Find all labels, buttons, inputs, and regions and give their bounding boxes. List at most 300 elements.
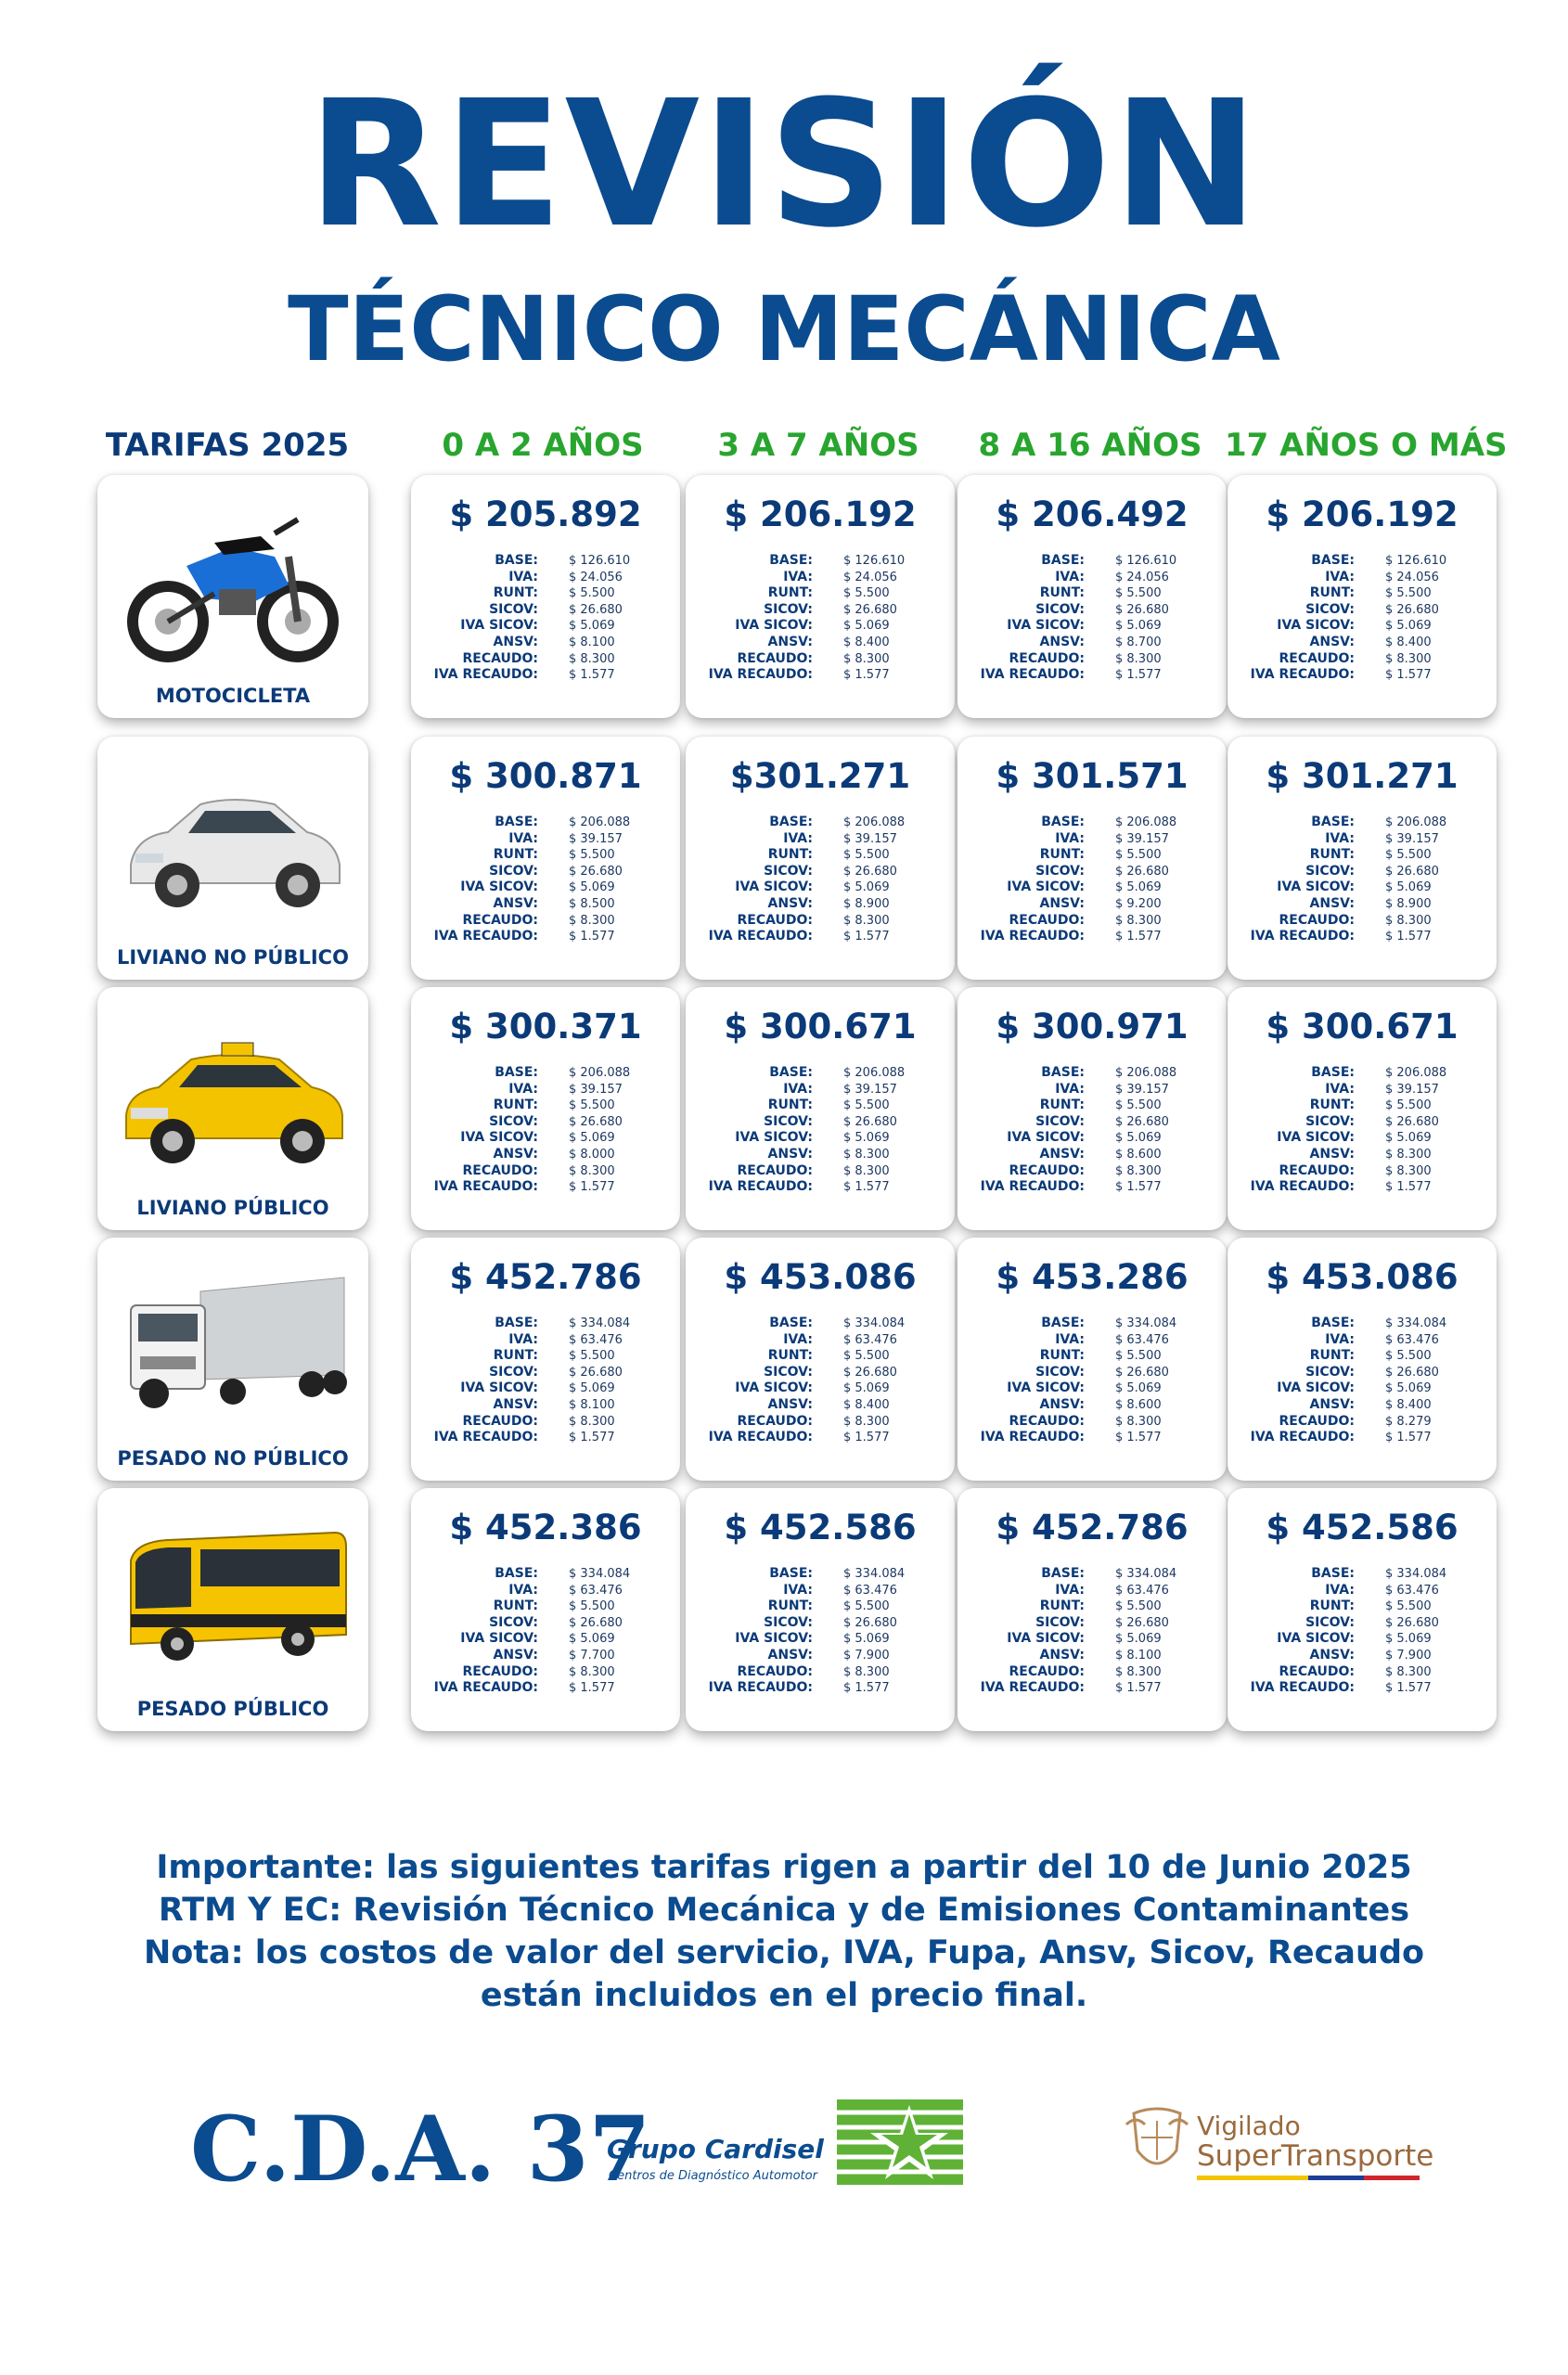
breakdown-value: $ 26.680 [1115, 602, 1169, 617]
breakdown-row [411, 1163, 680, 1180]
breakdown-row [686, 1631, 955, 1648]
breakdown-row [411, 1583, 680, 1599]
breakdown-label: IVA RECAUDO: [980, 667, 1085, 683]
breakdown-row [686, 1583, 955, 1599]
breakdown-row [958, 1147, 1227, 1163]
price-total: $ 453.086 [724, 1257, 917, 1297]
breakdown-value: $ 8.900 [843, 896, 890, 911]
breakdown-value: $ 7.900 [843, 1648, 890, 1662]
breakdown-value: $ 8.100 [1115, 1648, 1162, 1662]
breakdown-label: SICOV: [1305, 601, 1355, 617]
breakdown-value: $ 206.088 [1385, 815, 1447, 829]
breakdown-value: $ 26.680 [569, 602, 623, 617]
breakdown-value: $ 5.069 [1385, 619, 1432, 634]
breakdown-label: IVA RECAUDO: [433, 1179, 538, 1195]
breakdown-row [1227, 1566, 1497, 1583]
price-total: $ 452.586 [724, 1508, 917, 1547]
price-card [1227, 737, 1497, 980]
breakdown-label: IVA RECAUDO: [1250, 1179, 1355, 1195]
breakdown-label: IVA RECAUDO: [1250, 667, 1355, 683]
breakdown-value: $ 39.157 [1115, 1082, 1169, 1097]
breakdown-value: $ 26.680 [1115, 1615, 1169, 1630]
breakdown-row [411, 1316, 680, 1332]
price-breakdown [686, 815, 955, 945]
breakdown-row [958, 1098, 1227, 1114]
breakdown-label: RECAUDO: [462, 1413, 538, 1429]
breakdown-label: SICOV: [489, 1113, 538, 1129]
breakdown-row [686, 913, 955, 930]
breakdown-value: $ 8.300 [569, 1163, 615, 1178]
breakdown-value: $ 1.577 [1385, 1431, 1432, 1445]
breakdown-value: $ 5.069 [1115, 1632, 1162, 1647]
breakdown-row [686, 635, 955, 651]
breakdown-row [686, 896, 955, 913]
cda-logo: C.D.A. 37 [190, 2097, 651, 2202]
breakdown-value: $ 334.084 [1115, 1316, 1177, 1330]
breakdown-label: ANSV: [767, 634, 813, 649]
breakdown-row [411, 1566, 680, 1583]
breakdown-value: $ 39.157 [569, 1082, 623, 1097]
breakdown-row [686, 1648, 955, 1664]
breakdown-value: $ 8.100 [569, 1397, 615, 1412]
price-breakdown [958, 815, 1227, 945]
breakdown-row [1227, 1380, 1497, 1397]
breakdown-label: IVA: [783, 1081, 813, 1097]
breakdown-value: $ 39.157 [1385, 831, 1439, 846]
breakdown-row [958, 635, 1227, 651]
breakdown-value: $ 1.577 [843, 1681, 890, 1696]
breakdown-row [686, 585, 955, 602]
breakdown-label: IVA: [1055, 1582, 1085, 1598]
breakdown-value: $ 8.300 [1115, 1664, 1162, 1679]
breakdown-value: $ 1.577 [1385, 930, 1432, 944]
breakdown-label: SICOV: [1305, 863, 1355, 879]
breakdown-value: $ 206.088 [1385, 1066, 1447, 1080]
breakdown-value: $ 5.500 [1115, 848, 1162, 863]
breakdown-label: IVA SICOV: [1007, 1631, 1085, 1647]
breakdown-label: SICOV: [1305, 1364, 1355, 1380]
header-tarifas: TARIFAS 2025 [105, 427, 350, 464]
breakdown-label: SICOV: [489, 1614, 538, 1630]
breakdown-value: $ 26.680 [1385, 602, 1439, 617]
breakdown-row [1227, 1648, 1497, 1664]
breakdown-value: $ 1.577 [1115, 930, 1162, 944]
breakdown-label: IVA: [1055, 1331, 1085, 1347]
breakdown-value: $ 206.088 [1115, 815, 1177, 829]
breakdown-value: $ 8.500 [569, 896, 615, 911]
breakdown-value: $ 8.300 [1385, 1147, 1432, 1162]
breakdown-label: IVA SICOV: [1007, 1130, 1085, 1146]
breakdown-row [411, 1598, 680, 1615]
breakdown-value: $ 24.056 [1115, 570, 1169, 584]
breakdown-value: $ 206.088 [569, 1066, 631, 1080]
breakdown-label: RUNT: [1309, 847, 1355, 863]
taxi-icon [107, 1004, 359, 1180]
breakdown-label: IVA RECAUDO: [1250, 1680, 1355, 1696]
breakdown-value: $ 206.088 [569, 815, 631, 829]
breakdown-label: RECAUDO: [462, 1663, 538, 1679]
breakdown-value: $ 39.157 [1115, 831, 1169, 846]
breakdown-label: BASE: [495, 1316, 538, 1330]
price-card [958, 475, 1227, 718]
breakdown-value: $ 26.680 [1115, 864, 1169, 879]
breakdown-row [686, 929, 955, 945]
breakdown-row [686, 1163, 955, 1180]
truck-icon [107, 1254, 359, 1431]
note-line: RTM Y EC: Revisión Técnico Mecánica y de Emisiones Contaminantes [158, 1892, 1410, 1929]
breakdown-value: $ 1.577 [1115, 1681, 1162, 1696]
vehicle-card [97, 1238, 368, 1481]
breakdown-row [958, 929, 1227, 945]
breakdown-row [411, 847, 680, 864]
breakdown-value: $ 26.680 [1385, 1615, 1439, 1630]
breakdown-value: $ 8.300 [843, 913, 890, 928]
breakdown-value: $ 8.600 [1115, 1397, 1162, 1412]
breakdown-label: IVA RECAUDO: [433, 929, 538, 944]
price-total: $ 206.192 [1266, 494, 1459, 534]
breakdown-value: $ 1.577 [843, 1431, 890, 1445]
price-breakdown [686, 1316, 955, 1446]
breakdown-label: RECAUDO: [1279, 650, 1355, 666]
breakdown-row [1227, 815, 1497, 831]
breakdown-row [1227, 651, 1497, 668]
breakdown-label: IVA SICOV: [735, 879, 813, 895]
breakdown-value: $ 1.577 [1115, 1431, 1162, 1445]
breakdown-label: BASE: [1311, 553, 1355, 568]
breakdown-label: RUNT: [767, 585, 813, 601]
breakdown-label: ANSV: [493, 1146, 538, 1162]
breakdown-value: $ 5.500 [1385, 1098, 1432, 1113]
breakdown-label: RUNT: [493, 585, 538, 601]
breakdown-label: RECAUDO: [737, 1162, 813, 1178]
supertransporte-text: SuperTransporte [1197, 2139, 1434, 2173]
breakdown-label: ANSV: [1039, 895, 1085, 911]
breakdown-label: RECAUDO: [1009, 1413, 1085, 1429]
breakdown-value: $ 5.069 [569, 1131, 615, 1146]
breakdown-value: $ 8.300 [1115, 1163, 1162, 1178]
breakdown-row [411, 570, 680, 586]
price-breakdown [1227, 1566, 1497, 1697]
breakdown-label: IVA: [783, 1582, 813, 1598]
breakdown-value: $ 5.069 [843, 1381, 890, 1396]
breakdown-label: RECAUDO: [1279, 1162, 1355, 1178]
breakdown-value: $ 5.500 [843, 586, 890, 601]
breakdown-value: $ 1.577 [569, 1180, 615, 1195]
breakdown-row [411, 1114, 680, 1131]
breakdown-row [1227, 1430, 1497, 1446]
breakdown-value: $ 26.680 [569, 1365, 623, 1380]
note-line: están incluidos en el precio final. [480, 1977, 1088, 2014]
price-card [1227, 987, 1497, 1230]
breakdown-row [1227, 1365, 1497, 1381]
breakdown-row [958, 815, 1227, 831]
breakdown-label: RUNT: [767, 1598, 813, 1614]
breakdown-row [686, 1414, 955, 1431]
breakdown-row [958, 651, 1227, 668]
breakdown-value: $ 9.200 [1115, 896, 1162, 911]
breakdown-row [686, 667, 955, 684]
breakdown-label: RUNT: [1309, 585, 1355, 601]
breakdown-row [958, 602, 1227, 619]
breakdown-label: IVA SICOV: [460, 1631, 538, 1647]
breakdown-row [411, 929, 680, 945]
breakdown-row [411, 1130, 680, 1147]
breakdown-row [686, 831, 955, 848]
breakdown-value: $ 126.610 [1385, 554, 1447, 568]
breakdown-value: $ 334.084 [1115, 1567, 1177, 1581]
breakdown-row [1227, 1316, 1497, 1332]
price-card [958, 737, 1227, 980]
price-breakdown [411, 1065, 680, 1196]
breakdown-value: $ 8.300 [843, 1664, 890, 1679]
breakdown-label: ANSV: [1039, 634, 1085, 649]
header-col-0: 0 A 2 AÑOS [442, 427, 644, 464]
vehicle-card [97, 737, 368, 980]
breakdown-row [411, 667, 680, 684]
header-col-1: 3 A 7 AÑOS [717, 427, 919, 464]
breakdown-row [1227, 896, 1497, 913]
breakdown-row [958, 618, 1227, 635]
vehicle-card [97, 475, 368, 718]
breakdown-label: IVA SICOV: [1277, 1380, 1355, 1396]
breakdown-value: $ 8.300 [843, 1414, 890, 1429]
breakdown-label: IVA: [1325, 1081, 1355, 1097]
breakdown-value: $ 8.279 [1385, 1414, 1432, 1429]
breakdown-row [411, 1380, 680, 1397]
price-total: $ 453.086 [1266, 1257, 1459, 1297]
breakdown-row [411, 831, 680, 848]
breakdown-label: SICOV: [1035, 1614, 1085, 1630]
breakdown-value: $ 8.300 [1385, 1664, 1432, 1679]
price-breakdown [686, 1065, 955, 1196]
breakdown-row [1227, 1583, 1497, 1599]
breakdown-label: BASE: [1041, 815, 1085, 829]
breakdown-value: $ 63.476 [843, 1583, 897, 1598]
breakdown-row [1227, 1631, 1497, 1648]
breakdown-label: SICOV: [764, 1113, 813, 1129]
price-card [411, 737, 680, 980]
breakdown-value: $ 1.577 [843, 668, 890, 683]
breakdown-row [1227, 585, 1497, 602]
breakdown-label: ANSV: [1309, 1647, 1355, 1662]
breakdown-value: $ 5.069 [1385, 1131, 1432, 1146]
breakdown-value: $ 63.476 [569, 1332, 623, 1347]
breakdown-row [958, 1114, 1227, 1131]
breakdown-row [411, 1648, 680, 1664]
breakdown-value: $ 5.500 [1115, 1349, 1162, 1364]
breakdown-row [958, 1430, 1227, 1446]
breakdown-row [411, 618, 680, 635]
vehicle-name: LIVIANO PÚBLICO [136, 1197, 329, 1219]
breakdown-value: $ 5.500 [569, 1599, 615, 1614]
breakdown-value: $ 5.500 [1385, 586, 1432, 601]
car-icon [107, 753, 359, 930]
breakdown-row [1227, 1147, 1497, 1163]
breakdown-value: $ 5.069 [843, 619, 890, 634]
breakdown-value: $ 1.577 [843, 930, 890, 944]
breakdown-row [411, 1147, 680, 1163]
breakdown-row [1227, 1348, 1497, 1365]
breakdown-row [958, 896, 1227, 913]
breakdown-row [958, 1179, 1227, 1196]
breakdown-row [958, 1648, 1227, 1664]
breakdown-value: $ 126.610 [843, 554, 906, 568]
breakdown-row [411, 1397, 680, 1414]
breakdown-value: $ 26.680 [569, 1615, 623, 1630]
breakdown-label: ANSV: [1309, 1146, 1355, 1162]
price-total: $ 452.786 [996, 1508, 1189, 1547]
breakdown-row [686, 1348, 955, 1365]
breakdown-label: IVA: [1325, 1582, 1355, 1598]
breakdown-label: RUNT: [1039, 847, 1085, 863]
header-col-3: 17 AÑOS O MÁS [1225, 427, 1508, 464]
breakdown-row [958, 1082, 1227, 1098]
breakdown-label: ANSV: [767, 895, 813, 911]
grupo-cardisel-text: Grupo Cardisel [607, 2134, 824, 2164]
breakdown-value: $ 334.084 [569, 1567, 631, 1581]
breakdown-row [686, 864, 955, 880]
breakdown-value: $ 1.577 [1385, 1681, 1432, 1696]
breakdown-row [1227, 570, 1497, 586]
price-total: $ 206.192 [724, 494, 917, 534]
breakdown-row [958, 831, 1227, 848]
breakdown-row [958, 1414, 1227, 1431]
price-breakdown [686, 553, 955, 684]
breakdown-value: $ 8.300 [569, 913, 615, 928]
breakdown-row [411, 1348, 680, 1365]
breakdown-row [1227, 1664, 1497, 1681]
breakdown-value: $ 8.300 [1385, 651, 1432, 666]
breakdown-label: RECAUDO: [462, 650, 538, 666]
breakdown-label: BASE: [1311, 1566, 1355, 1581]
breakdown-label: RECAUDO: [1009, 1162, 1085, 1178]
breakdown-value: $ 5.069 [569, 880, 615, 895]
breakdown-row [686, 1098, 955, 1114]
price-breakdown [1227, 1316, 1497, 1446]
breakdown-row [411, 1664, 680, 1681]
price-card [686, 1238, 955, 1481]
breakdown-value: $ 39.157 [569, 831, 623, 846]
breakdown-row [1227, 1114, 1497, 1131]
breakdown-label: RUNT: [767, 847, 813, 863]
breakdown-label: BASE: [769, 553, 813, 568]
page-title: REVISIÓN [307, 63, 1261, 266]
breakdown-row [1227, 602, 1497, 619]
price-breakdown [958, 1065, 1227, 1196]
breakdown-value: $ 5.500 [843, 1599, 890, 1614]
breakdown-label: SICOV: [489, 1364, 538, 1380]
breakdown-label: IVA SICOV: [1007, 879, 1085, 895]
breakdown-row [411, 1065, 680, 1082]
breakdown-row [686, 1397, 955, 1414]
breakdown-value: $ 5.069 [1385, 880, 1432, 895]
price-total: $ 301.571 [996, 756, 1189, 796]
breakdown-label: BASE: [769, 1065, 813, 1080]
breakdown-row [686, 602, 955, 619]
breakdown-row [958, 1615, 1227, 1632]
breakdown-value: $ 26.680 [569, 1114, 623, 1129]
breakdown-label: RUNT: [1039, 1348, 1085, 1364]
breakdown-value: $ 334.084 [1385, 1316, 1447, 1330]
breakdown-value: $ 5.500 [843, 1098, 890, 1113]
breakdown-value: $ 8.400 [1385, 1397, 1432, 1412]
price-card [411, 1238, 680, 1481]
breakdown-row [1227, 1179, 1497, 1196]
breakdown-label: IVA SICOV: [735, 1631, 813, 1647]
breakdown-row [958, 1332, 1227, 1349]
breakdown-value: $ 5.069 [1115, 1131, 1162, 1146]
price-card [958, 1238, 1227, 1481]
breakdown-label: ANSV: [493, 895, 538, 911]
breakdown-label: IVA RECAUDO: [1250, 929, 1355, 944]
breakdown-label: SICOV: [489, 863, 538, 879]
breakdown-row [686, 815, 955, 831]
breakdown-value: $ 8.600 [1115, 1147, 1162, 1162]
breakdown-value: $ 334.084 [1385, 1567, 1447, 1581]
breakdown-label: BASE: [495, 815, 538, 829]
breakdown-value: $ 5.500 [569, 1098, 615, 1113]
breakdown-value: $ 126.610 [569, 554, 631, 568]
price-total: $ 301.271 [1266, 756, 1459, 796]
breakdown-value: $ 1.577 [569, 930, 615, 944]
breakdown-value: $ 8.100 [569, 635, 615, 649]
breakdown-label: RECAUDO: [1279, 912, 1355, 928]
breakdown-row [686, 1615, 955, 1632]
breakdown-value: $ 8.300 [569, 651, 615, 666]
breakdown-row [958, 1631, 1227, 1648]
breakdown-label: RUNT: [493, 1348, 538, 1364]
breakdown-label: RUNT: [1039, 1098, 1085, 1113]
note-line: Importante: las siguientes tarifas rigen a partir del 10 de Junio 2025 [156, 1849, 1412, 1886]
breakdown-label: IVA RECAUDO: [708, 667, 813, 683]
breakdown-value: $ 8.300 [1115, 651, 1162, 666]
breakdown-label: RECAUDO: [1009, 1663, 1085, 1679]
breakdown-label: RUNT: [1309, 1098, 1355, 1113]
breakdown-row [958, 570, 1227, 586]
breakdown-row [411, 1365, 680, 1381]
breakdown-value: $ 5.500 [1115, 586, 1162, 601]
vehicle-name: LIVIANO NO PÚBLICO [117, 946, 349, 969]
breakdown-row [411, 896, 680, 913]
breakdown-label: IVA: [508, 1582, 538, 1598]
breakdown-value: $ 5.069 [1115, 880, 1162, 895]
breakdown-label: IVA SICOV: [1277, 618, 1355, 634]
breakdown-label: IVA SICOV: [735, 618, 813, 634]
breakdown-row [411, 1615, 680, 1632]
breakdown-value: $ 24.056 [843, 570, 897, 584]
breakdown-value: $ 8.300 [1115, 1414, 1162, 1429]
breakdown-label: IVA RECAUDO: [708, 1430, 813, 1445]
breakdown-label: SICOV: [1035, 1364, 1085, 1380]
flag-bar [1197, 2176, 1420, 2180]
price-breakdown [411, 1566, 680, 1697]
breakdown-value: $ 26.680 [1385, 1365, 1439, 1380]
breakdown-value: $ 1.577 [569, 1681, 615, 1696]
breakdown-row [1227, 1397, 1497, 1414]
breakdown-label: BASE: [495, 553, 538, 568]
vigilado-text: Vigilado [1197, 2111, 1301, 2141]
price-card [958, 1488, 1227, 1731]
breakdown-row [1227, 879, 1497, 896]
breakdown-row [686, 1566, 955, 1583]
breakdown-row [958, 1365, 1227, 1381]
breakdown-label: SICOV: [1305, 1614, 1355, 1630]
breakdown-label: IVA: [1055, 1081, 1085, 1097]
breakdown-value: $ 8.300 [569, 1414, 615, 1429]
breakdown-row [1227, 1680, 1497, 1697]
breakdown-row [686, 1598, 955, 1615]
breakdown-value: $ 8.300 [569, 1664, 615, 1679]
